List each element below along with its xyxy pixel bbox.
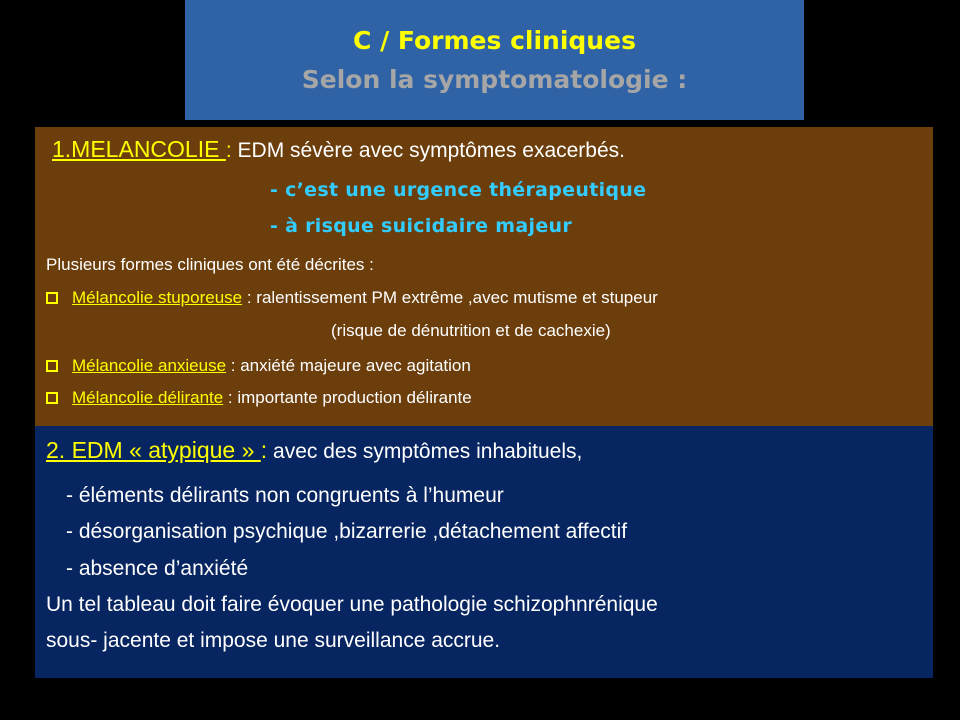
form-description: : importante production délirante bbox=[223, 388, 472, 407]
list-item bbox=[46, 288, 658, 308]
form-continuation: (risque de dénutrition et de cachexie) bbox=[331, 321, 611, 340]
melancolie-point-suicide: - à risque suicidaire majeur bbox=[270, 215, 572, 237]
list-item bbox=[46, 356, 471, 376]
edm-atypique-section bbox=[35, 426, 933, 678]
form-description: : anxiété majeure avec agitation bbox=[226, 356, 471, 375]
list-item bbox=[46, 388, 472, 408]
checkbox-bullet-icon bbox=[46, 392, 58, 404]
edm-atypique-title: 2. EDM « atypique » bbox=[46, 437, 261, 463]
checkbox-bullet-icon bbox=[46, 292, 58, 304]
edm-point-anxiete: - absence d’anxiété bbox=[66, 557, 249, 580]
edm-atypique-colon: : bbox=[260, 437, 268, 463]
checkbox-bullet-icon bbox=[46, 360, 58, 372]
form-name: Mélancolie délirante bbox=[72, 388, 224, 407]
melancolie-definition: EDM sévère avec symptômes exacerbés. bbox=[231, 139, 625, 162]
form-description: : ralentissement PM extrême ,avec mutisme et stupeur bbox=[242, 288, 658, 307]
slide-title: C / Formes cliniques bbox=[353, 26, 636, 55]
edm-conclusion-line2: sous- jacente et impose une surveillance accrue. bbox=[46, 629, 501, 652]
melancolie-intro: Plusieurs formes cliniques ont été décrites : bbox=[46, 255, 374, 274]
melancolie-title: 1.MELANCOLIE bbox=[52, 136, 226, 162]
edm-point-desorganisation: - désorganisation psychique ,bizarrerie ,détachement affectif bbox=[66, 520, 628, 543]
edm-atypique-heading bbox=[46, 437, 582, 464]
edm-conclusion-line1: Un tel tableau doit faire évoquer une pathologie schizophnrénique bbox=[46, 593, 658, 616]
form-name: Mélancolie anxieuse bbox=[72, 356, 227, 375]
melancolie-heading bbox=[52, 136, 625, 163]
slide-subtitle: Selon la symptomatologie : bbox=[301, 65, 688, 94]
melancolie-point-urgence: - c’est une urgence thérapeutique bbox=[270, 179, 647, 201]
edm-atypique-definition: avec des symptômes inhabituels, bbox=[267, 440, 583, 463]
melancolie-colon: : bbox=[225, 139, 232, 162]
melancolie-section bbox=[35, 127, 933, 426]
edm-point-delirants: - éléments délirants non congruents à l’humeur bbox=[66, 484, 504, 507]
form-name: Mélancolie stuporeuse bbox=[72, 288, 243, 307]
title-box bbox=[185, 0, 804, 120]
